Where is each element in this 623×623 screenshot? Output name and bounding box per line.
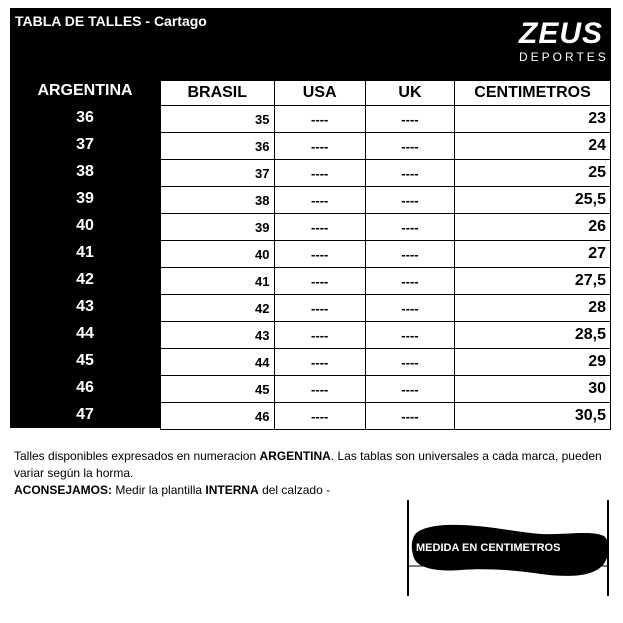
cm-cell: 30 [455, 376, 611, 403]
usa-cell: ---- [274, 349, 365, 376]
note-advice-label: ACONSEJAMOS: [14, 483, 113, 497]
size-note [14, 448, 610, 499]
uk-cell: ---- [365, 133, 454, 160]
cm-cell: 27 [455, 241, 611, 268]
brasil-cell: 37 [161, 160, 275, 187]
cm-cell: 28 [455, 295, 611, 322]
argentina-size: 46 [76, 379, 94, 396]
cm-cell: 26 [455, 214, 611, 241]
zeus-logo [519, 17, 609, 74]
table-row [161, 133, 611, 160]
argentina-size: 47 [76, 406, 94, 423]
table-row [161, 295, 611, 322]
note-text: del calzado - [258, 483, 331, 497]
note-emphasis: ARGENTINA [259, 449, 331, 463]
usa-cell: ---- [274, 133, 365, 160]
argentina-size: 43 [76, 298, 94, 315]
header-brasil: BRASIL [161, 81, 275, 106]
brasil-cell: 35 [161, 106, 275, 133]
table-row [161, 403, 611, 430]
table-row [161, 322, 611, 349]
uk-cell: ---- [365, 295, 454, 322]
usa-cell: ---- [274, 106, 365, 133]
table-row [161, 268, 611, 295]
header-argentina: ARGENTINA [37, 82, 133, 99]
insole-label: MEDIDA EN CENTIMETROS [416, 542, 561, 554]
usa-cell: ---- [274, 376, 365, 403]
usa-cell: ---- [274, 187, 365, 214]
note-emphasis: INTERNA [205, 483, 259, 497]
uk-cell: ---- [365, 403, 454, 430]
table-row [161, 214, 611, 241]
brasil-cell: 44 [161, 349, 275, 376]
brasil-cell: 36 [161, 133, 275, 160]
size-chart-panel [10, 8, 611, 428]
chart-title: TABLA DE TALLES - Cartago [15, 13, 207, 29]
uk-cell: ---- [365, 214, 454, 241]
table-row [161, 349, 611, 376]
brasil-cell: 39 [161, 214, 275, 241]
note-text: . Las tablas son universales a cada marca, pueden variar según la horma. [14, 449, 602, 480]
brasil-cell: 45 [161, 376, 275, 403]
uk-cell: ---- [365, 160, 454, 187]
brasil-cell: 38 [161, 187, 275, 214]
uk-cell: ---- [365, 376, 454, 403]
table-row [161, 106, 611, 133]
cm-cell: 25 [455, 160, 611, 187]
usa-cell: ---- [274, 295, 365, 322]
usa-cell: ---- [274, 322, 365, 349]
argentina-size: 42 [76, 271, 94, 288]
uk-cell: ---- [365, 349, 454, 376]
note-text: Medir la plantilla [112, 483, 206, 497]
argentina-size: 44 [76, 325, 94, 342]
cm-cell: 28,5 [455, 322, 611, 349]
table-row [161, 187, 611, 214]
note-text: Talles disponibles expresados en numeracion [14, 449, 260, 463]
argentina-size: 38 [76, 163, 94, 180]
header-centimetros: CENTIMETROS [455, 81, 611, 106]
table-header-row [161, 81, 611, 106]
cm-cell: 27,5 [455, 268, 611, 295]
cm-cell: 29 [455, 349, 611, 376]
table-row [161, 376, 611, 403]
uk-cell: ---- [365, 241, 454, 268]
argentina-size: 37 [76, 136, 94, 153]
usa-cell: ---- [274, 268, 365, 295]
brasil-cell: 46 [161, 403, 275, 430]
argentina-size: 45 [76, 352, 94, 369]
table-row [161, 160, 611, 187]
cm-cell: 24 [455, 133, 611, 160]
cm-cell: 25,5 [455, 187, 611, 214]
insole-diagram [406, 498, 612, 598]
header-usa: USA [274, 81, 365, 106]
argentina-column [10, 78, 160, 428]
header-uk: UK [365, 81, 454, 106]
brasil-cell: 42 [161, 295, 275, 322]
logo-sub-text: DEPORTES [519, 50, 609, 64]
size-conversion-table [160, 80, 611, 430]
usa-cell: ---- [274, 403, 365, 430]
usa-cell: ---- [274, 214, 365, 241]
cm-cell: 30,5 [455, 403, 611, 430]
brasil-cell: 40 [161, 241, 275, 268]
argentina-size: 39 [76, 190, 94, 207]
uk-cell: ---- [365, 106, 454, 133]
brasil-cell: 41 [161, 268, 275, 295]
argentina-size: 36 [76, 109, 94, 126]
cm-cell: 23 [455, 106, 611, 133]
uk-cell: ---- [365, 268, 454, 295]
argentina-size: 41 [76, 244, 94, 261]
table-row [161, 241, 611, 268]
uk-cell: ---- [365, 322, 454, 349]
argentina-size: 40 [76, 217, 94, 234]
usa-cell: ---- [274, 160, 365, 187]
brasil-cell: 43 [161, 322, 275, 349]
logo-main-text: ZEUS [519, 17, 604, 50]
usa-cell: ---- [274, 241, 365, 268]
uk-cell: ---- [365, 187, 454, 214]
